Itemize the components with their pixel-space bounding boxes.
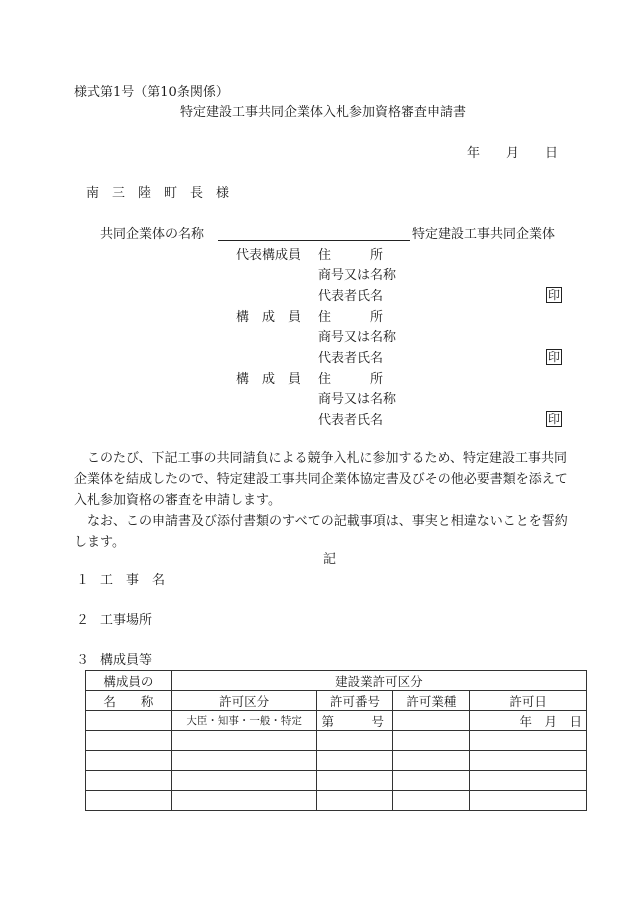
member-company-label: 商号又は名称: [318, 330, 397, 345]
seal-mark: 印: [548, 350, 561, 364]
header-member-name: 構成員の: [86, 671, 172, 691]
cell-permit-type[interactable]: [393, 751, 470, 771]
cell-permit-number[interactable]: [317, 771, 393, 791]
date-line[interactable]: 年 月 日: [467, 146, 559, 161]
member-address-label: 住 所: [318, 310, 384, 325]
cell-permit-type[interactable]: [393, 731, 470, 751]
cell-permit-date[interactable]: [470, 751, 587, 771]
member-address-label: 住 所: [318, 248, 384, 263]
item-label-project-location: 工事場所: [100, 613, 153, 628]
header-member-name-2: 名 称: [86, 691, 172, 711]
member-address-label: 住 所: [318, 372, 384, 387]
member-company-label: 商号又は名称: [318, 392, 397, 407]
cell-member-name[interactable]: [86, 731, 172, 751]
cell-permit-date[interactable]: 年 月 日: [470, 711, 587, 731]
header-permit-class: 許可区分: [171, 691, 317, 711]
cell-permit-number[interactable]: [317, 751, 393, 771]
header-permit-number: 許可番号: [317, 691, 393, 711]
cell-permit-number[interactable]: [317, 791, 393, 811]
item-number: ３: [76, 653, 90, 668]
item-label-project-name: 工 事 名: [100, 573, 166, 588]
item-number: １: [76, 573, 90, 588]
cell-permit-date[interactable]: [470, 731, 587, 751]
member-role: 代表構成員: [236, 248, 302, 263]
cell-permit-number[interactable]: 第 号: [317, 711, 393, 731]
header-permit-type: 許可業種: [393, 691, 470, 711]
member-role: 構 成 員: [236, 372, 302, 387]
table-subheader-row: [86, 691, 587, 711]
cell-permit-type[interactable]: [393, 711, 470, 731]
item-label-members: 構成員等: [100, 653, 153, 668]
addressee: 南 三 陸 町 長 様: [86, 186, 230, 201]
cell-member-name[interactable]: [86, 711, 172, 731]
header-permit-date: 許可日: [470, 691, 587, 711]
table-row: [86, 771, 587, 791]
cell-permit-class[interactable]: 大臣・知事・一般・特定: [171, 711, 317, 731]
seal-mark: 印: [548, 412, 561, 426]
header-permit-group: 建設業許可区分: [171, 671, 586, 691]
form-number: 様式第1号（第10条関係）: [74, 85, 229, 100]
cell-permit-class[interactable]: [171, 731, 317, 751]
member-role: 構 成 員: [236, 310, 302, 325]
document-title: 特定建設工事共同企業体入札参加資格審査申請書: [180, 105, 467, 120]
cell-permit-class[interactable]: [171, 791, 317, 811]
cell-permit-date[interactable]: [470, 771, 587, 791]
cell-member-name[interactable]: [86, 771, 172, 791]
cell-member-name[interactable]: [86, 791, 172, 811]
member-rep-label: 代表者氏名: [318, 289, 384, 304]
member-company-label: 商号又は名称: [318, 268, 397, 283]
ki-heading: 記: [323, 552, 337, 567]
cell-member-name[interactable]: [86, 751, 172, 771]
cell-permit-class[interactable]: [171, 771, 317, 791]
cell-permit-type[interactable]: [393, 791, 470, 811]
member-rep-label: 代表者氏名: [318, 413, 384, 428]
jv-name-suffix: 特定建設工事共同企業体: [412, 227, 556, 242]
item-number: ２: [76, 613, 90, 628]
cell-permit-class[interactable]: [171, 751, 317, 771]
seal-mark: 印: [548, 288, 561, 302]
table-row: [86, 711, 587, 731]
members-table: [85, 670, 587, 811]
table-row: [86, 751, 587, 771]
oath-paragraph: なお、この申請書及び添付書類のすべての記載事項は、事実と相違ないことを誓約します。: [74, 514, 568, 550]
body-paragraph: このたび、下記工事の共同請負による競争入札に参加するため、特定建設工事共同企業体を結成したので、特定建設工事共同企業体協定書及びその他必要書類を添えて入札参加資格の審査を申請します。: [74, 451, 568, 508]
table-header-row: [86, 671, 587, 691]
member-rep-label: 代表者氏名: [318, 351, 384, 366]
jv-name-label: 共同企業体の名称: [100, 227, 205, 242]
cell-permit-number[interactable]: [317, 731, 393, 751]
table-row: [86, 731, 587, 751]
table-row: [86, 791, 587, 811]
jv-name-field[interactable]: [218, 240, 410, 241]
cell-permit-type[interactable]: [393, 771, 470, 791]
cell-permit-date[interactable]: [470, 791, 587, 811]
